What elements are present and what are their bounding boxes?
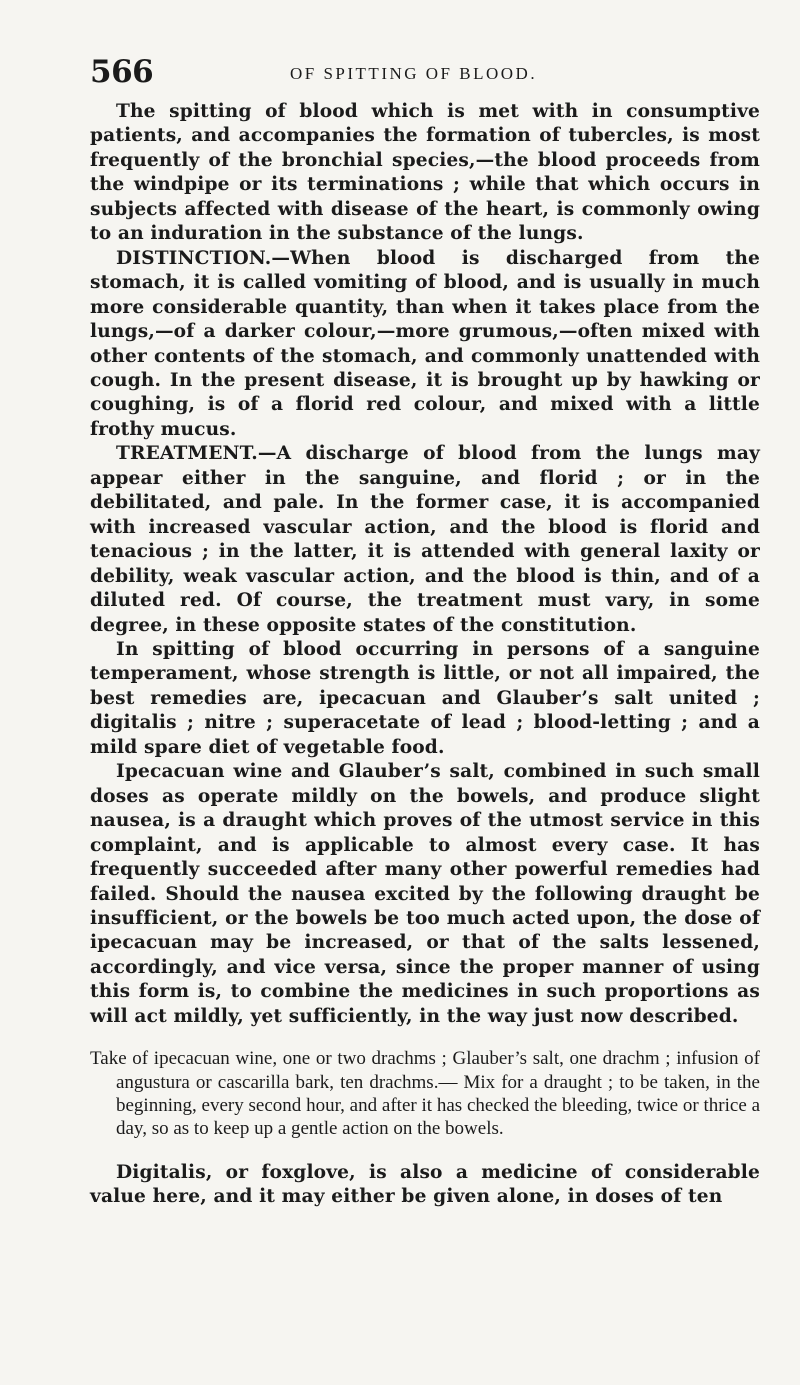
paragraph-tubercles: The spitting of blood which is met with in consumptive patients, and accompanies the formation of tubercles, is most frequently of the bronchial species,—the blood proceeds from the windpipe or its terminations ; while that which occurs in subjects affected with disease of the heart, is commonly owing to an induration in the substance of the lungs.: [90, 101, 760, 245]
page-number: 566: [90, 54, 154, 90]
section-heading-treatment: TREATMENT.: [116, 443, 258, 465]
recipe-prescription: Take of ipecacuan wine, one or two drachms ; Glauber’s salt, one drachm ; infusion of angustura or cascarilla bark, ten drachms.— Mix for a draught ; to be taken, in the beginning, every second hour, and after it has checked the bleeding, twice or thrice a day, so as to keep up a gentle action on the bowels.: [90, 1048, 760, 1140]
section-heading-distinction: DISTINCTION.: [116, 247, 272, 269]
paragraph-digitalis: Digitalis, or foxglove, is also a medicine of considerable value here, and it may either be given alone, in doses of ten: [90, 1161, 760, 1208]
paragraph-ipecacuan: Ipecacuan wine and Glauber’s salt, combined in such small doses as operate mildly on the bowels, and produce slight nausea, is a draught which proves of the utmost service in this complaint, and is applicable to almost every case. It has frequently succeeded after many other powerful remedies had failed. Should the nausea excited by the following draught be insufficient, or the bowels be too much acted upon, the dose of ipecacuan may be increased, or that of the salts lessened, accordingly, and vice versa, since the proper manner of using this form is, to combine the medicines in such proportions as will act mildly, yet sufficiently, in the way just now described.: [90, 761, 760, 1027]
body-text: [90, 100, 760, 1029]
paragraph-distinction-text: —When blood is discharged from the stomach, it is called vomiting of blood, and is usually in much more considerable quantity, than when it takes place from the lungs,—of a darker colour,—more grumous,—often mixed with other contents of the stomach, and commonly unattended with cough. In the present disease, it is brought up by hawking or coughing, is of a florid red colour, and mixed with a little frothy mucus.: [90, 247, 760, 440]
paragraph-distinction: [90, 247, 760, 443]
paragraph-sanguine: In spitting of blood occurring in persons of a sanguine temperament, whose strength is little, or not all impaired, the best remedies are, ipecacuan and Glauber’s salt united ; digitalis ; nitre ; superacetate of lead ; blood-letting ; and a mild spare diet of vegetable food.: [90, 638, 760, 758]
body-text-final: [90, 1161, 760, 1210]
page-header: [90, 54, 760, 100]
paragraph-treatment: [90, 442, 760, 638]
paragraph-treatment-text: —A discharge of blood from the lungs may appear either in the sanguine, and florid ; or in the debilitated, and pale. In the former case, it is accompanied with increased vascular action, and the blood is florid and tenacious ; in the latter, it is attended with general laxity or debility, weak vascular action, and the blood is thin, and of a diluted red. Of course, the treatment must vary, in some degree, in these opposite states of the constitution.: [90, 443, 760, 636]
running-head: OF SPITTING OF BLOOD.: [290, 64, 538, 83]
